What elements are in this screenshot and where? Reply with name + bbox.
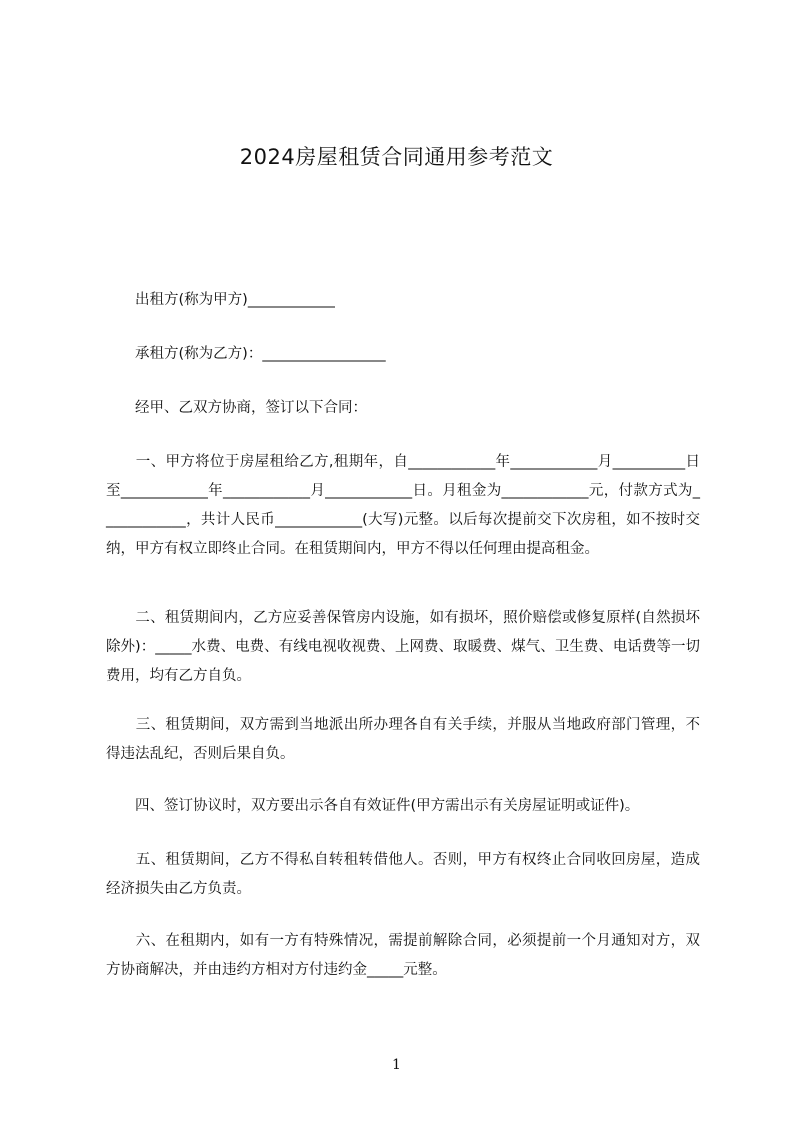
lessee-line: 承租方(称为乙方)：_________________ [106, 346, 386, 362]
intro-line: 经甲、乙双方协商，签订以下合同： [106, 400, 367, 416]
page-number: 1 [392, 1057, 401, 1073]
lessor-line: 出租方(称为甲方)____________ [106, 292, 335, 308]
document-title: 2024房屋租赁合同通用参考范文 [239, 145, 554, 169]
clause-4: 四、签订协议时，双方要出示各自有效证件(甲方需出示有关房屋证明或证件)。 [106, 798, 640, 814]
clause-3: 三、租赁期间，双方需到当地派出所办理各自有关手续，并服从当地政府部门管理，不得违法乱纪，否则后果自负。 [106, 717, 700, 762]
clause-5: 五、租赁期间，乙方不得私自转租转借他人。否则，甲方有权终止合同收回房屋，造成经济损失由乙方负责。 [106, 852, 700, 897]
clause-1: 一、甲方将位于房屋租给乙方,租期年，自____________年____________月__________日至____________年____________月____________日。月租金为____________元，付款方式为____________，共计人民币____________(大写)元整。以后每次提前交下次房租，如不按时交纳，甲方有权立即终止合同。在租赁期间内，甲方不得以任何理由提高租金。 [106, 454, 700, 557]
clause-2: 二、租赁期间内，乙方应妥善保管房内设施，如有损坏，照价赔偿或修复原样(自然损坏除外)：_____水费、电费、有线电视收视费、上网费、取暖费、煤气、卫生费、电话费等一切费用，均有乙方自负。 [106, 610, 700, 684]
clause-6: 六、在租期内，如有一方有特殊情况，需提前解除合同，必须提前一个月通知对方，双方协商解决，并由违约方相对方付违约金_____元整。 [106, 933, 700, 978]
